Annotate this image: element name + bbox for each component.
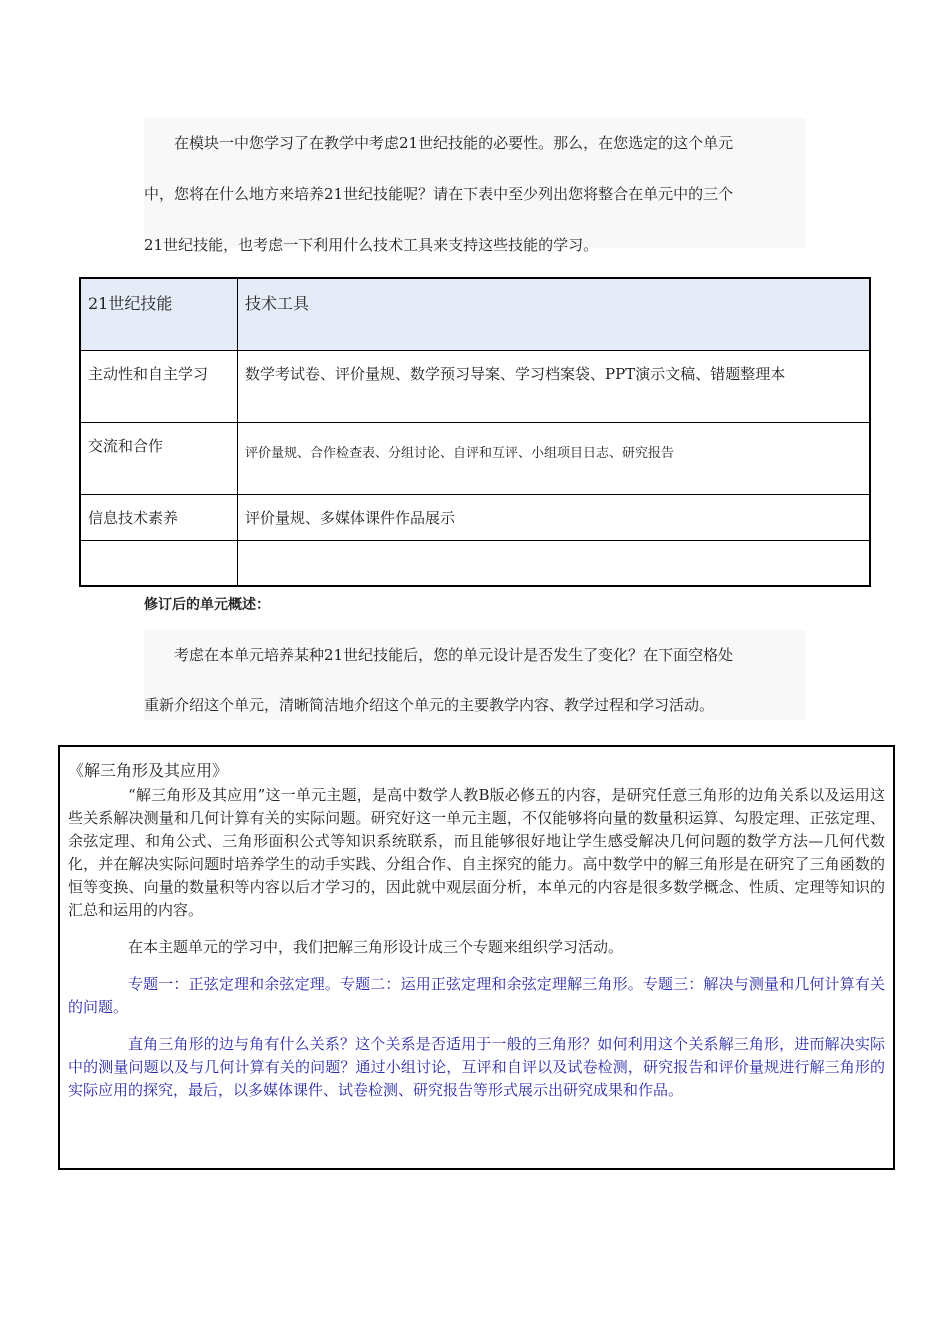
skill-cell: 主动性和自主学习 (80, 351, 238, 423)
tools-cell-text: 评价量规、合作检查表、分组讨论、自评和互评、小组项目日志、研究报告 (245, 446, 675, 461)
header-tools: 技术工具 (238, 278, 871, 351)
unit-paragraph-topics: 专题一：正弦定理和余弦定理。专题二：运用正弦定理和余弦定理解三角形。专题三：解决与测量和几何计算有关的问题。 (68, 975, 885, 1016)
header-skill: 21世纪技能 (80, 278, 238, 351)
unit-paragraph-intro: “解三角形及其应用”这一单元主题，是高中数学人教B版必修五的内容，是研究任意三角形的边角关系以及运用这些关系解决测量和几何计算有关的实际问题。研究好这一单元主题，不仅能够将向量的数量积运算、勾股定理、正弦定理、余弦定理、和角公式、三角形面积公式等知识系统联系，而且能够很好地让学生感受解决几何问题的数学方法—几何代数化，并在解决实际问题时培养学生的动手实践、分组合作、自主探究的能力。高中数学中的解三角形是在研究了三角函数的恒等变换、向量的数量积等内容以后才学习的，因此就中观层面分析，本单元的内容是很多数学概念、性质、定理等知识的汇总和运用的内容。 (68, 786, 885, 919)
intro-line-1: 在模块一中您学习了在教学中考虑21世纪技能的必要性。那么，在您选定的这个单元 (174, 134, 734, 152)
table-row (80, 541, 870, 587)
tools-cell (238, 423, 871, 495)
skill-cell: 交流和合作 (80, 423, 238, 495)
revised-line-1: 考虑在本单元培养某种21世纪技能后，您的单元设计是否发生了变化？在下面空格处 (174, 646, 734, 664)
revised-line-2: 重新介绍这个单元，清晰简洁地介绍这个单元的主要教学内容、教学过程和学习活动。 (144, 696, 715, 714)
unit-title: 《解三角形及其应用》 (68, 761, 229, 780)
unit-overview-box (58, 745, 895, 1170)
revised-instructions (144, 630, 806, 720)
table-row (80, 423, 870, 495)
intro-line-2: 中，您将在什么地方来培养21世纪技能呢？请在下表中至少列出您将整合在单元中的三个 (144, 185, 734, 203)
intro-line-3: 21世纪技能，也考虑一下利用什么技术工具来支持这些技能的学习。 (144, 236, 599, 254)
tools-cell (238, 541, 871, 587)
table-row (80, 495, 870, 541)
table-header-row (80, 278, 870, 351)
skill-cell: 信息技术素养 (80, 495, 238, 541)
unit-paragraph-activities: 直角三角形的边与角有什么关系？这个关系是否适用于一般的三角形？如何利用这个关系解三角形，进而解决实际中的测量问题以及与几何计算有关的问题？通过小组讨论，互评和自评以及试卷检测，研究报告和评价量规进行解三角形的实际应用的探究，最后，以多媒体课件、试卷检测、研究报告等形式展示出研究成果和作品。 (68, 1035, 885, 1099)
unit-paragraph-structure: 在本主题单元的学习中，我们把解三角形设计成三个专题来组织学习活动。 (128, 938, 624, 956)
skill-cell (80, 541, 238, 587)
tools-cell: 评价量规、多媒体课件作品展示 (238, 495, 871, 541)
tools-cell: 数学考试卷、评价量规、数学预习导案、学习档案袋、PPT演示文稿、错题整理本 (238, 351, 871, 423)
table-row (80, 351, 870, 423)
intro-instructions (144, 118, 806, 254)
skills-table (79, 277, 871, 587)
revised-overview-title: 修订后的单元概述： (144, 597, 270, 613)
